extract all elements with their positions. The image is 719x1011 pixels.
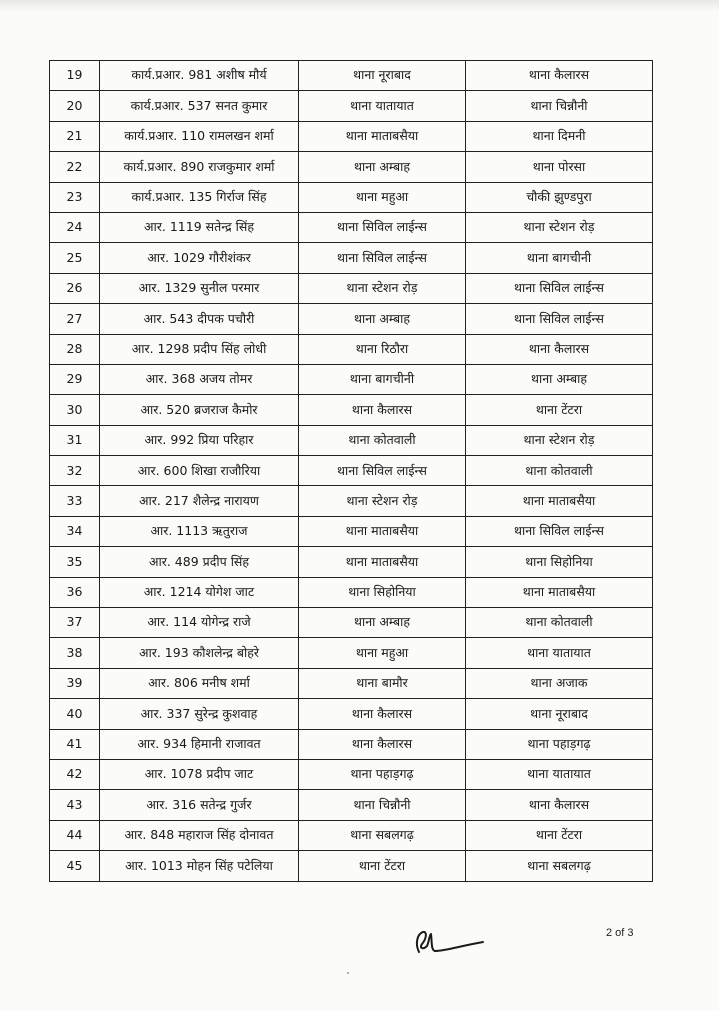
- to-station-cell: थाना स्टेशन रोड़: [466, 212, 653, 242]
- from-station-cell: थाना महुआ: [299, 638, 466, 668]
- serial-number-cell: 33: [50, 486, 100, 516]
- serial-number-cell: 34: [50, 516, 100, 546]
- table-row: [50, 486, 653, 516]
- table-row: [50, 851, 653, 881]
- serial-number-cell: 41: [50, 729, 100, 759]
- from-station-cell: थाना सिहोनिया: [299, 577, 466, 607]
- to-station-cell: थाना सिविल लाईन्स: [466, 304, 653, 334]
- employee-name-cell: आर. 1214 योगेश जाट: [100, 577, 299, 607]
- from-station-cell: थाना बागचीनी: [299, 364, 466, 394]
- table-row: [50, 152, 653, 182]
- from-station-cell: थाना महुआ: [299, 182, 466, 212]
- serial-number-cell: 28: [50, 334, 100, 364]
- from-station-cell: थाना कैलारस: [299, 729, 466, 759]
- employee-name-cell: आर. 489 प्रदीप सिंह: [100, 547, 299, 577]
- employee-name-cell: आर. 520 ब्रजराज कैमोर: [100, 395, 299, 425]
- table-row: [50, 547, 653, 577]
- serial-number-cell: 37: [50, 608, 100, 638]
- from-station-cell: थाना अम्बाह: [299, 304, 466, 334]
- serial-number-cell: 38: [50, 638, 100, 668]
- serial-number-cell: 22: [50, 152, 100, 182]
- serial-number-cell: 43: [50, 790, 100, 820]
- from-station-cell: थाना पहाड़गढ़: [299, 759, 466, 789]
- employee-name-cell: आर. 114 योगेन्द्र राजे: [100, 608, 299, 638]
- employee-name-cell: आर. 543 दीपक पचौरी: [100, 304, 299, 334]
- to-station-cell: थाना कैलारस: [466, 790, 653, 820]
- table-row: [50, 699, 653, 729]
- serial-number-cell: 30: [50, 395, 100, 425]
- employee-name-cell: कार्य.प्रआर. 110 रामलखन शर्मा: [100, 121, 299, 151]
- table-row: [50, 182, 653, 212]
- table-row: [50, 273, 653, 303]
- from-station-cell: थाना नूराबाद: [299, 61, 466, 91]
- from-station-cell: थाना सिविल लाईन्स: [299, 212, 466, 242]
- serial-number-cell: 19: [50, 61, 100, 91]
- to-station-cell: थाना बागचीनी: [466, 243, 653, 273]
- to-station-cell: थाना सबलगढ़: [466, 851, 653, 881]
- table-row: [50, 638, 653, 668]
- table-row: [50, 334, 653, 364]
- table-row: [50, 395, 653, 425]
- employee-name-cell: आर. 600 शिखा राजौरिया: [100, 456, 299, 486]
- to-station-cell: चौकी झुण्डपुरा: [466, 182, 653, 212]
- table-row: [50, 364, 653, 394]
- employee-name-cell: आर. 193 कौशलेन्द्र बोहरे: [100, 638, 299, 668]
- to-station-cell: थाना माताबसैया: [466, 486, 653, 516]
- table-row: [50, 577, 653, 607]
- employee-name-cell: आर. 992 प्रिया परिहार: [100, 425, 299, 455]
- to-station-cell: थाना टेंटरा: [466, 395, 653, 425]
- to-station-cell: थाना यातायात: [466, 759, 653, 789]
- serial-number-cell: 42: [50, 759, 100, 789]
- table-row: [50, 61, 653, 91]
- to-station-cell: थाना स्टेशन रोड़: [466, 425, 653, 455]
- table-row: [50, 790, 653, 820]
- page-number: 2 of 3: [606, 927, 634, 939]
- to-station-cell: थाना कैलारस: [466, 61, 653, 91]
- to-station-cell: थाना कैलारस: [466, 334, 653, 364]
- serial-number-cell: 25: [50, 243, 100, 273]
- to-station-cell: थाना सिविल लाईन्स: [466, 273, 653, 303]
- scan-speck: [347, 972, 349, 974]
- table-row: [50, 91, 653, 121]
- to-station-cell: थाना अम्बाह: [466, 364, 653, 394]
- table-row: [50, 121, 653, 151]
- serial-number-cell: 44: [50, 820, 100, 850]
- employee-name-cell: आर. 1113 ऋतुराज: [100, 516, 299, 546]
- employee-name-cell: आर. 316 सतेन्द्र गुर्जर: [100, 790, 299, 820]
- employee-name-cell: आर. 217 शैलेन्द्र नारायण: [100, 486, 299, 516]
- from-station-cell: थाना कोतवाली: [299, 425, 466, 455]
- from-station-cell: थाना अम्बाह: [299, 152, 466, 182]
- from-station-cell: थाना अम्बाह: [299, 608, 466, 638]
- to-station-cell: थाना नूराबाद: [466, 699, 653, 729]
- from-station-cell: थाना माताबसैया: [299, 121, 466, 151]
- serial-number-cell: 40: [50, 699, 100, 729]
- table-row: [50, 304, 653, 334]
- to-station-cell: थाना सिहोनिया: [466, 547, 653, 577]
- signature-icon: [405, 924, 495, 964]
- employee-name-cell: कार्य.प्रआर. 981 अशीष मौर्य: [100, 61, 299, 91]
- from-station-cell: थाना कैलारस: [299, 699, 466, 729]
- transfer-table: [49, 60, 653, 882]
- employee-name-cell: आर. 1329 सुनील परमार: [100, 273, 299, 303]
- employee-name-cell: आर. 1119 सतेन्द्र सिंह: [100, 212, 299, 242]
- employee-name-cell: आर. 368 अजय तोमर: [100, 364, 299, 394]
- employee-name-cell: कार्य.प्रआर. 537 सनत कुमार: [100, 91, 299, 121]
- serial-number-cell: 23: [50, 182, 100, 212]
- employee-name-cell: आर. 934 हिमानी राजावत: [100, 729, 299, 759]
- from-station-cell: थाना स्टेशन रोड़: [299, 486, 466, 516]
- serial-number-cell: 35: [50, 547, 100, 577]
- table-row: [50, 759, 653, 789]
- table-row: [50, 516, 653, 546]
- serial-number-cell: 45: [50, 851, 100, 881]
- transfer-table-body: [50, 61, 653, 882]
- serial-number-cell: 36: [50, 577, 100, 607]
- from-station-cell: थाना माताबसैया: [299, 547, 466, 577]
- serial-number-cell: 32: [50, 456, 100, 486]
- to-station-cell: थाना पोरसा: [466, 152, 653, 182]
- employee-name-cell: आर. 1013 मोहन सिंह पटेलिया: [100, 851, 299, 881]
- to-station-cell: थाना चिन्नौनी: [466, 91, 653, 121]
- from-station-cell: थाना सबलगढ़: [299, 820, 466, 850]
- from-station-cell: थाना माताबसैया: [299, 516, 466, 546]
- to-station-cell: थाना टेंटरा: [466, 820, 653, 850]
- employee-name-cell: आर. 1298 प्रदीप सिंह लोधी: [100, 334, 299, 364]
- from-station-cell: थाना कैलारस: [299, 395, 466, 425]
- table-row: [50, 212, 653, 242]
- to-station-cell: थाना यातायात: [466, 638, 653, 668]
- to-station-cell: थाना कोतवाली: [466, 608, 653, 638]
- to-station-cell: थाना दिमनी: [466, 121, 653, 151]
- table-row: [50, 425, 653, 455]
- from-station-cell: थाना चिन्नौनी: [299, 790, 466, 820]
- table-row: [50, 729, 653, 759]
- serial-number-cell: 27: [50, 304, 100, 334]
- from-station-cell: थाना सिविल लाईन्स: [299, 456, 466, 486]
- employee-name-cell: आर. 337 सुरेन्द्र कुशवाह: [100, 699, 299, 729]
- employee-name-cell: आर. 1078 प्रदीप जाट: [100, 759, 299, 789]
- employee-name-cell: आर. 806 मनीष शर्मा: [100, 668, 299, 698]
- scan-top-edge: [0, 0, 719, 12]
- employee-name-cell: कार्य.प्रआर. 890 राजकुमार शर्मा: [100, 152, 299, 182]
- table-row: [50, 456, 653, 486]
- to-station-cell: थाना सिविल लाईन्स: [466, 516, 653, 546]
- to-station-cell: थाना अजाक: [466, 668, 653, 698]
- from-station-cell: थाना स्टेशन रोड़: [299, 273, 466, 303]
- employee-name-cell: आर. 848 महाराज सिंह दोनावत: [100, 820, 299, 850]
- to-station-cell: थाना माताबसैया: [466, 577, 653, 607]
- serial-number-cell: 26: [50, 273, 100, 303]
- table-row: [50, 820, 653, 850]
- from-station-cell: थाना यातायात: [299, 91, 466, 121]
- to-station-cell: थाना कोतवाली: [466, 456, 653, 486]
- table-row: [50, 243, 653, 273]
- to-station-cell: थाना पहाड़गढ़: [466, 729, 653, 759]
- from-station-cell: थाना बामौर: [299, 668, 466, 698]
- serial-number-cell: 24: [50, 212, 100, 242]
- table-row: [50, 608, 653, 638]
- serial-number-cell: 31: [50, 425, 100, 455]
- serial-number-cell: 21: [50, 121, 100, 151]
- from-station-cell: थाना रिठौरा: [299, 334, 466, 364]
- from-station-cell: थाना टेंटरा: [299, 851, 466, 881]
- serial-number-cell: 39: [50, 668, 100, 698]
- table-row: [50, 668, 653, 698]
- employee-name-cell: कार्य.प्रआर. 135 गिर्राज सिंह: [100, 182, 299, 212]
- serial-number-cell: 20: [50, 91, 100, 121]
- from-station-cell: थाना सिविल लाईन्स: [299, 243, 466, 273]
- serial-number-cell: 29: [50, 364, 100, 394]
- employee-name-cell: आर. 1029 गौरीशंकर: [100, 243, 299, 273]
